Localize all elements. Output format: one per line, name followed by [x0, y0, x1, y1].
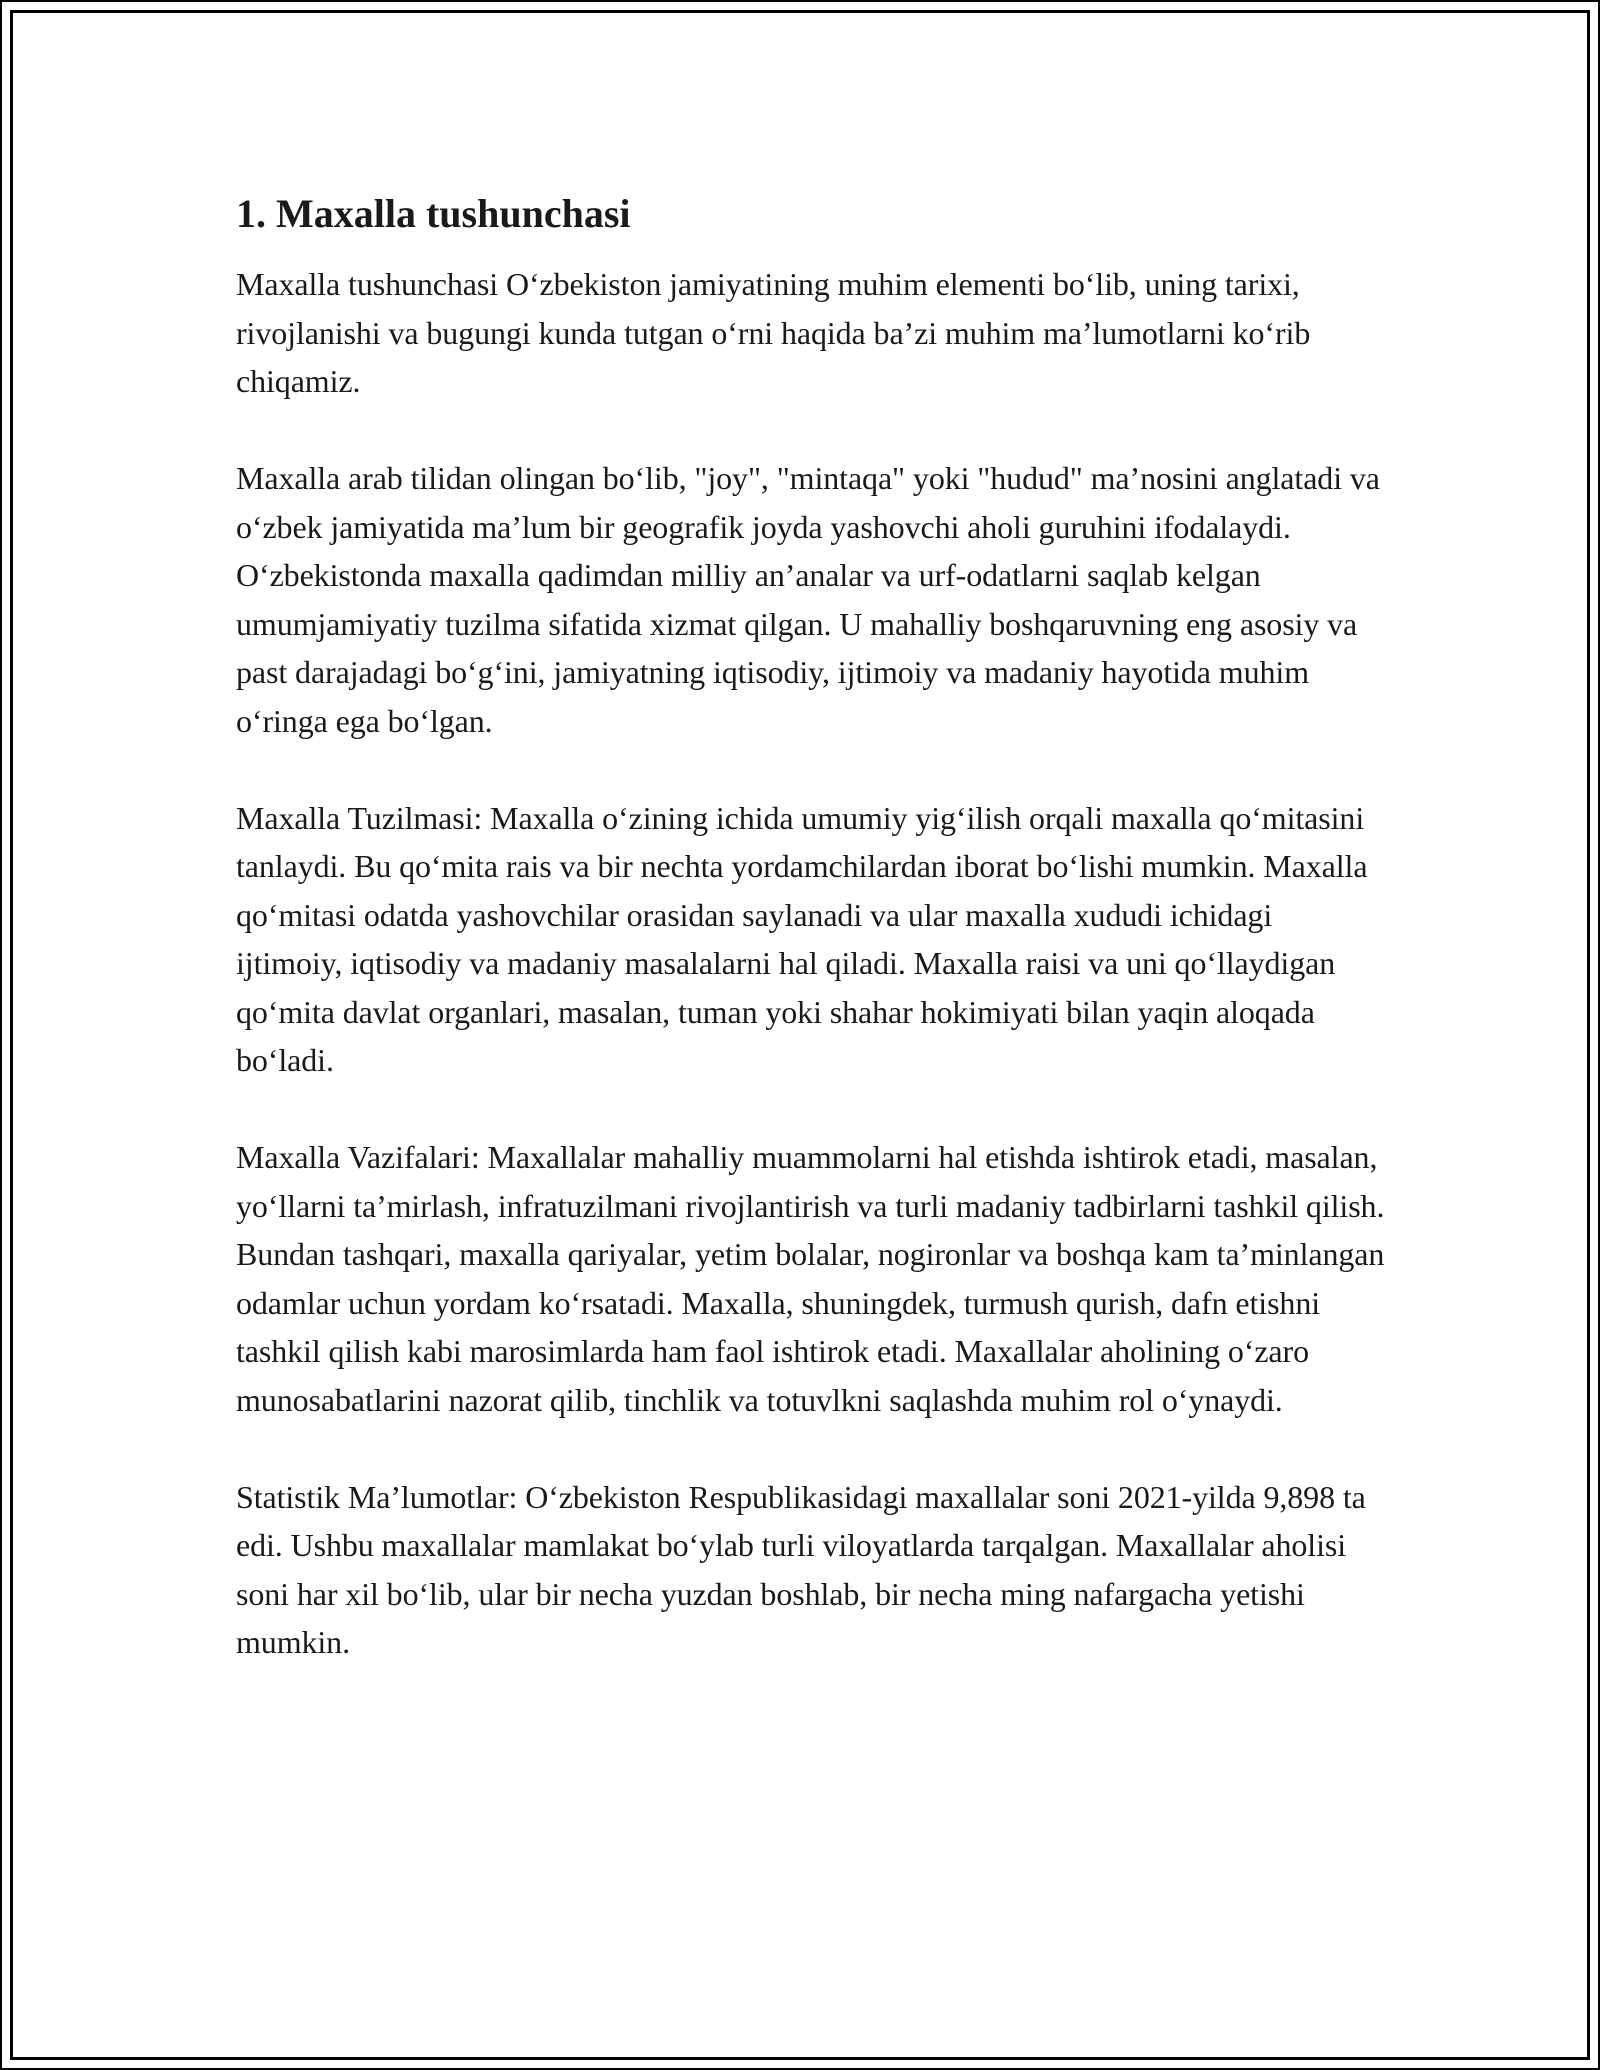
paragraph-intro: Maxalla tushunchasi O‘zbekiston jamiyatining muhim elementi bo‘lib, uning tarixi, rivojlanishi va bugungi kunda tutgan o‘rni haqida ba’zi muhim ma’lumotlarni ko‘rib chiqamiz. — [236, 266, 1311, 399]
paragraph-etymology: Maxalla arab tilidan olingan bo‘lib, "joy", "mintaqa" yoki "hudud" ma’nosini anglatadi va o‘zbek jamiyatida ma’lum bir geografik joyda yashovchi aholi guruhini ifodalaydi. O‘zbekistonda maxalla qadimdan milliy an’analar va urf-odatlarni saqlab kelgan umumjamiyatiy tuzilma sifatida xizmat qilgan. U mahalliy boshqaruvning eng asosiy va past darajadagi bo‘g‘ini, jamiyatning iqtisodiy, ijtimoiy va madaniy hayotida muhim o‘ringa ega bo‘lgan. — [236, 460, 1380, 739]
paragraph-structure: Maxalla Tuzilmasi: Maxalla o‘zining ichida umumiy yig‘ilish orqali maxalla qo‘mitasini tanlaydi. Bu qo‘mita rais va bir nechta yordamchilardan iborat bo‘lishi mumkin. Maxalla qo‘mitasi odatda yashovchilar orasidan saylanadi va ular maxalla xududi ichidagi ijtimoiy, iqtisodiy va madaniy masalalarni hal qiladi. Maxalla raisi va uni qo‘llaydigan qo‘mita davlat organlari, masalan, tuman yoki shahar hokimiyati bilan yaqin aloqada bo‘ladi. — [236, 799, 1368, 1078]
section-heading: 1. Maxalla tushunchasi — [236, 191, 631, 236]
document-body — [236, 188, 1386, 1667]
paragraph-statistics: Statistik Ma’lumotlar: O‘zbekiston Respublikasidagi maxallalar soni 2021-yilda 9,898 ta edi. Ushbu maxallalar mamlakat bo‘ylab turli viloyatlarda tarqalgan. Maxallalar aholisi soni har xil bo‘lib, ular bir necha yuzdan boshlab, bir necha ming nafargacha yetishi mumkin. — [236, 1478, 1366, 1660]
paragraph-functions: Maxalla Vazifalari: Maxallalar mahalliy muammolarni hal etishda ishtirok etadi, masalan, yo‘llarni ta’mirlash, infratuzilmani rivojlantirish va turli madaniy tadbirlarni tashkil qilish. Bundan tashqari, maxalla qariyalar, yetim bolalar, nogironlar va boshqa kam ta’minlangan odamlar uchun yordam ko‘rsatadi. Maxalla, shuningdek, turmush qurish, dafn etishni tashkil qilish kabi marosimlarda ham faol ishtirok etadi. Maxallalar aholining o‘zaro munosabatlarini nazorat qilib, tinchlik va totuvlkni saqlashda muhim rol o‘ynaydi. — [236, 1139, 1385, 1418]
